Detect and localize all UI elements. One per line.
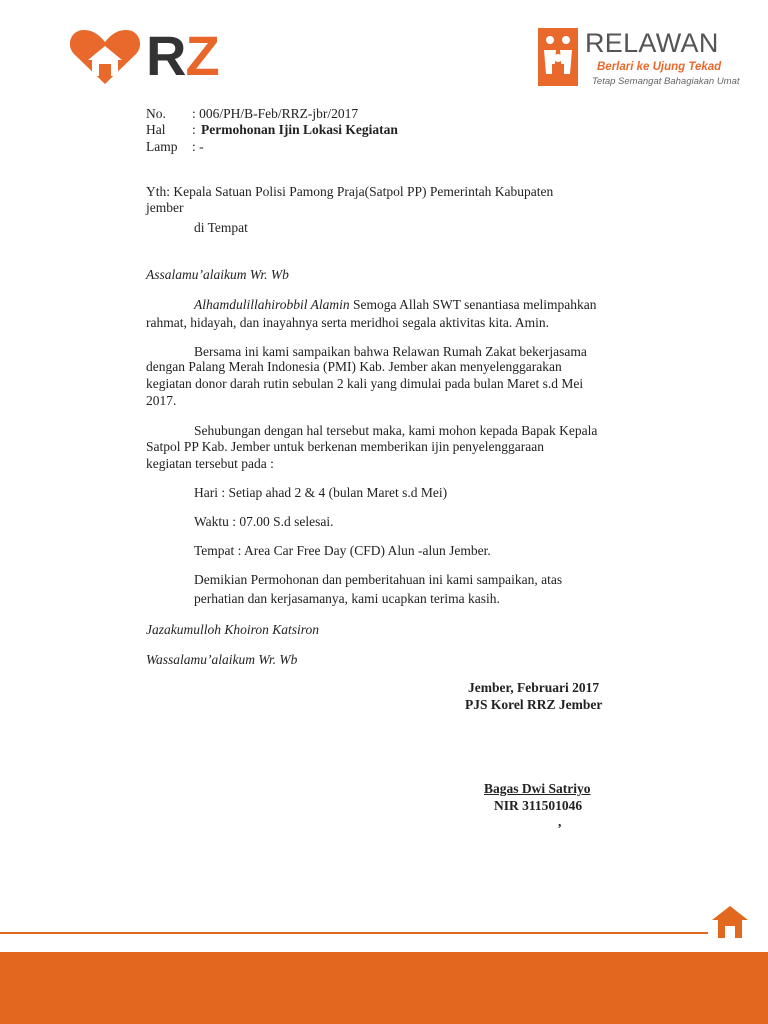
paragraph-3-line3: kegiatan tersebut pada : [146, 456, 274, 471]
paragraph-2-line3: kegiatan donor darah rutin sebulan 2 kali yang dimulai pada bulan Maret s.d Mei [146, 376, 584, 391]
address-line3: di Tempat [194, 220, 248, 235]
closing-line2: perhatian dan kerjasamanya, kami ucapkan terima kasih. [194, 591, 500, 606]
paragraph-2-line4: 2017. [146, 393, 177, 408]
paragraph-2-line1: Bersama ini kami sampaikan bahwa Relawan Rumah Zakat bekerjasama [194, 344, 587, 359]
paragraph-1-italic: Alhamdulillahirobbil Alamin [194, 297, 350, 312]
footer-band [0, 952, 768, 1024]
detail-hari: Hari : Setiap ahad 2 & 4 (bulan Maret s.d Mei) [194, 485, 448, 500]
address-line2: jember [146, 200, 184, 215]
signature-nir: NIR 311501046 [494, 798, 583, 813]
wassalam: Wassalamu’alaikum Wr. Wb [146, 652, 298, 667]
relawan-tagline: Berlari ke Ujung Tekad [597, 61, 722, 73]
closing-line1: Demikian Permohonan dan pemberitahuan ini kami sampaikan, atas [194, 572, 563, 587]
detail-tempat: Tempat : Area Car Free Day (CFD) Alun -alun Jember. [194, 543, 491, 558]
rz-logo-text: RZ [146, 24, 219, 87]
paragraph-3-line1: Sehubungan dengan hal tersebut maka, kami mohon kepada Bapak Kepala [194, 423, 598, 438]
paragraph-1-rest: Semoga Allah SWT senantiasa melimpahkan [349, 297, 597, 312]
paragraph-1-line1 [194, 297, 596, 313]
lamp-label: Lamp [146, 139, 178, 154]
address-line1: Yth: Kepala Satuan Polisi Pamong Praja(Satpol PP) Pemerintah Kabupaten [146, 184, 554, 199]
lamp-value: : - [192, 139, 204, 154]
paragraph-3-line2: Satpol PP Kab. Jember untuk berkenan memberikan ijin penyelenggaraan [146, 439, 545, 454]
relawan-subtitle: Tetap Semangat Bahagiakan Umat [592, 76, 740, 87]
signature-comma: , [558, 814, 562, 829]
paragraph-1-line2: rahmat, hidayah, dan inayahnya serta meridhoi segala aktivitas kita. Amin. [146, 315, 550, 330]
house-icon [710, 904, 750, 940]
no-value: : 006/PH/B-Feb/RRZ-jbr/2017 [192, 106, 359, 121]
paragraph-2-line2: dengan Palang Merah Indonesia (PMI) Kab. Jember akan menyelenggarakan [146, 359, 562, 374]
no-label: No. [146, 106, 166, 121]
relawan-emblem-icon [538, 28, 578, 86]
jazakumulloh: Jazakumulloh Khoiron Katsiron [146, 622, 320, 637]
detail-waktu: Waktu : 07.00 S.d selesai. [194, 514, 334, 529]
hal-colon: : [192, 122, 196, 137]
signature-name: Bagas Dwi Satriyo [484, 781, 591, 796]
signature-position: PJS Korel RRZ Jember [465, 697, 603, 712]
relawan-title: RELAWAN [585, 28, 719, 58]
footer-divider [0, 932, 708, 934]
signature-place-date: Jember, Februari 2017 [468, 680, 600, 695]
hal-value: Permohonan Ijin Lokasi Kegiatan [201, 122, 398, 137]
hal-label: Hal [146, 122, 166, 137]
greeting: Assalamu’alaikum Wr. Wb [146, 267, 289, 282]
